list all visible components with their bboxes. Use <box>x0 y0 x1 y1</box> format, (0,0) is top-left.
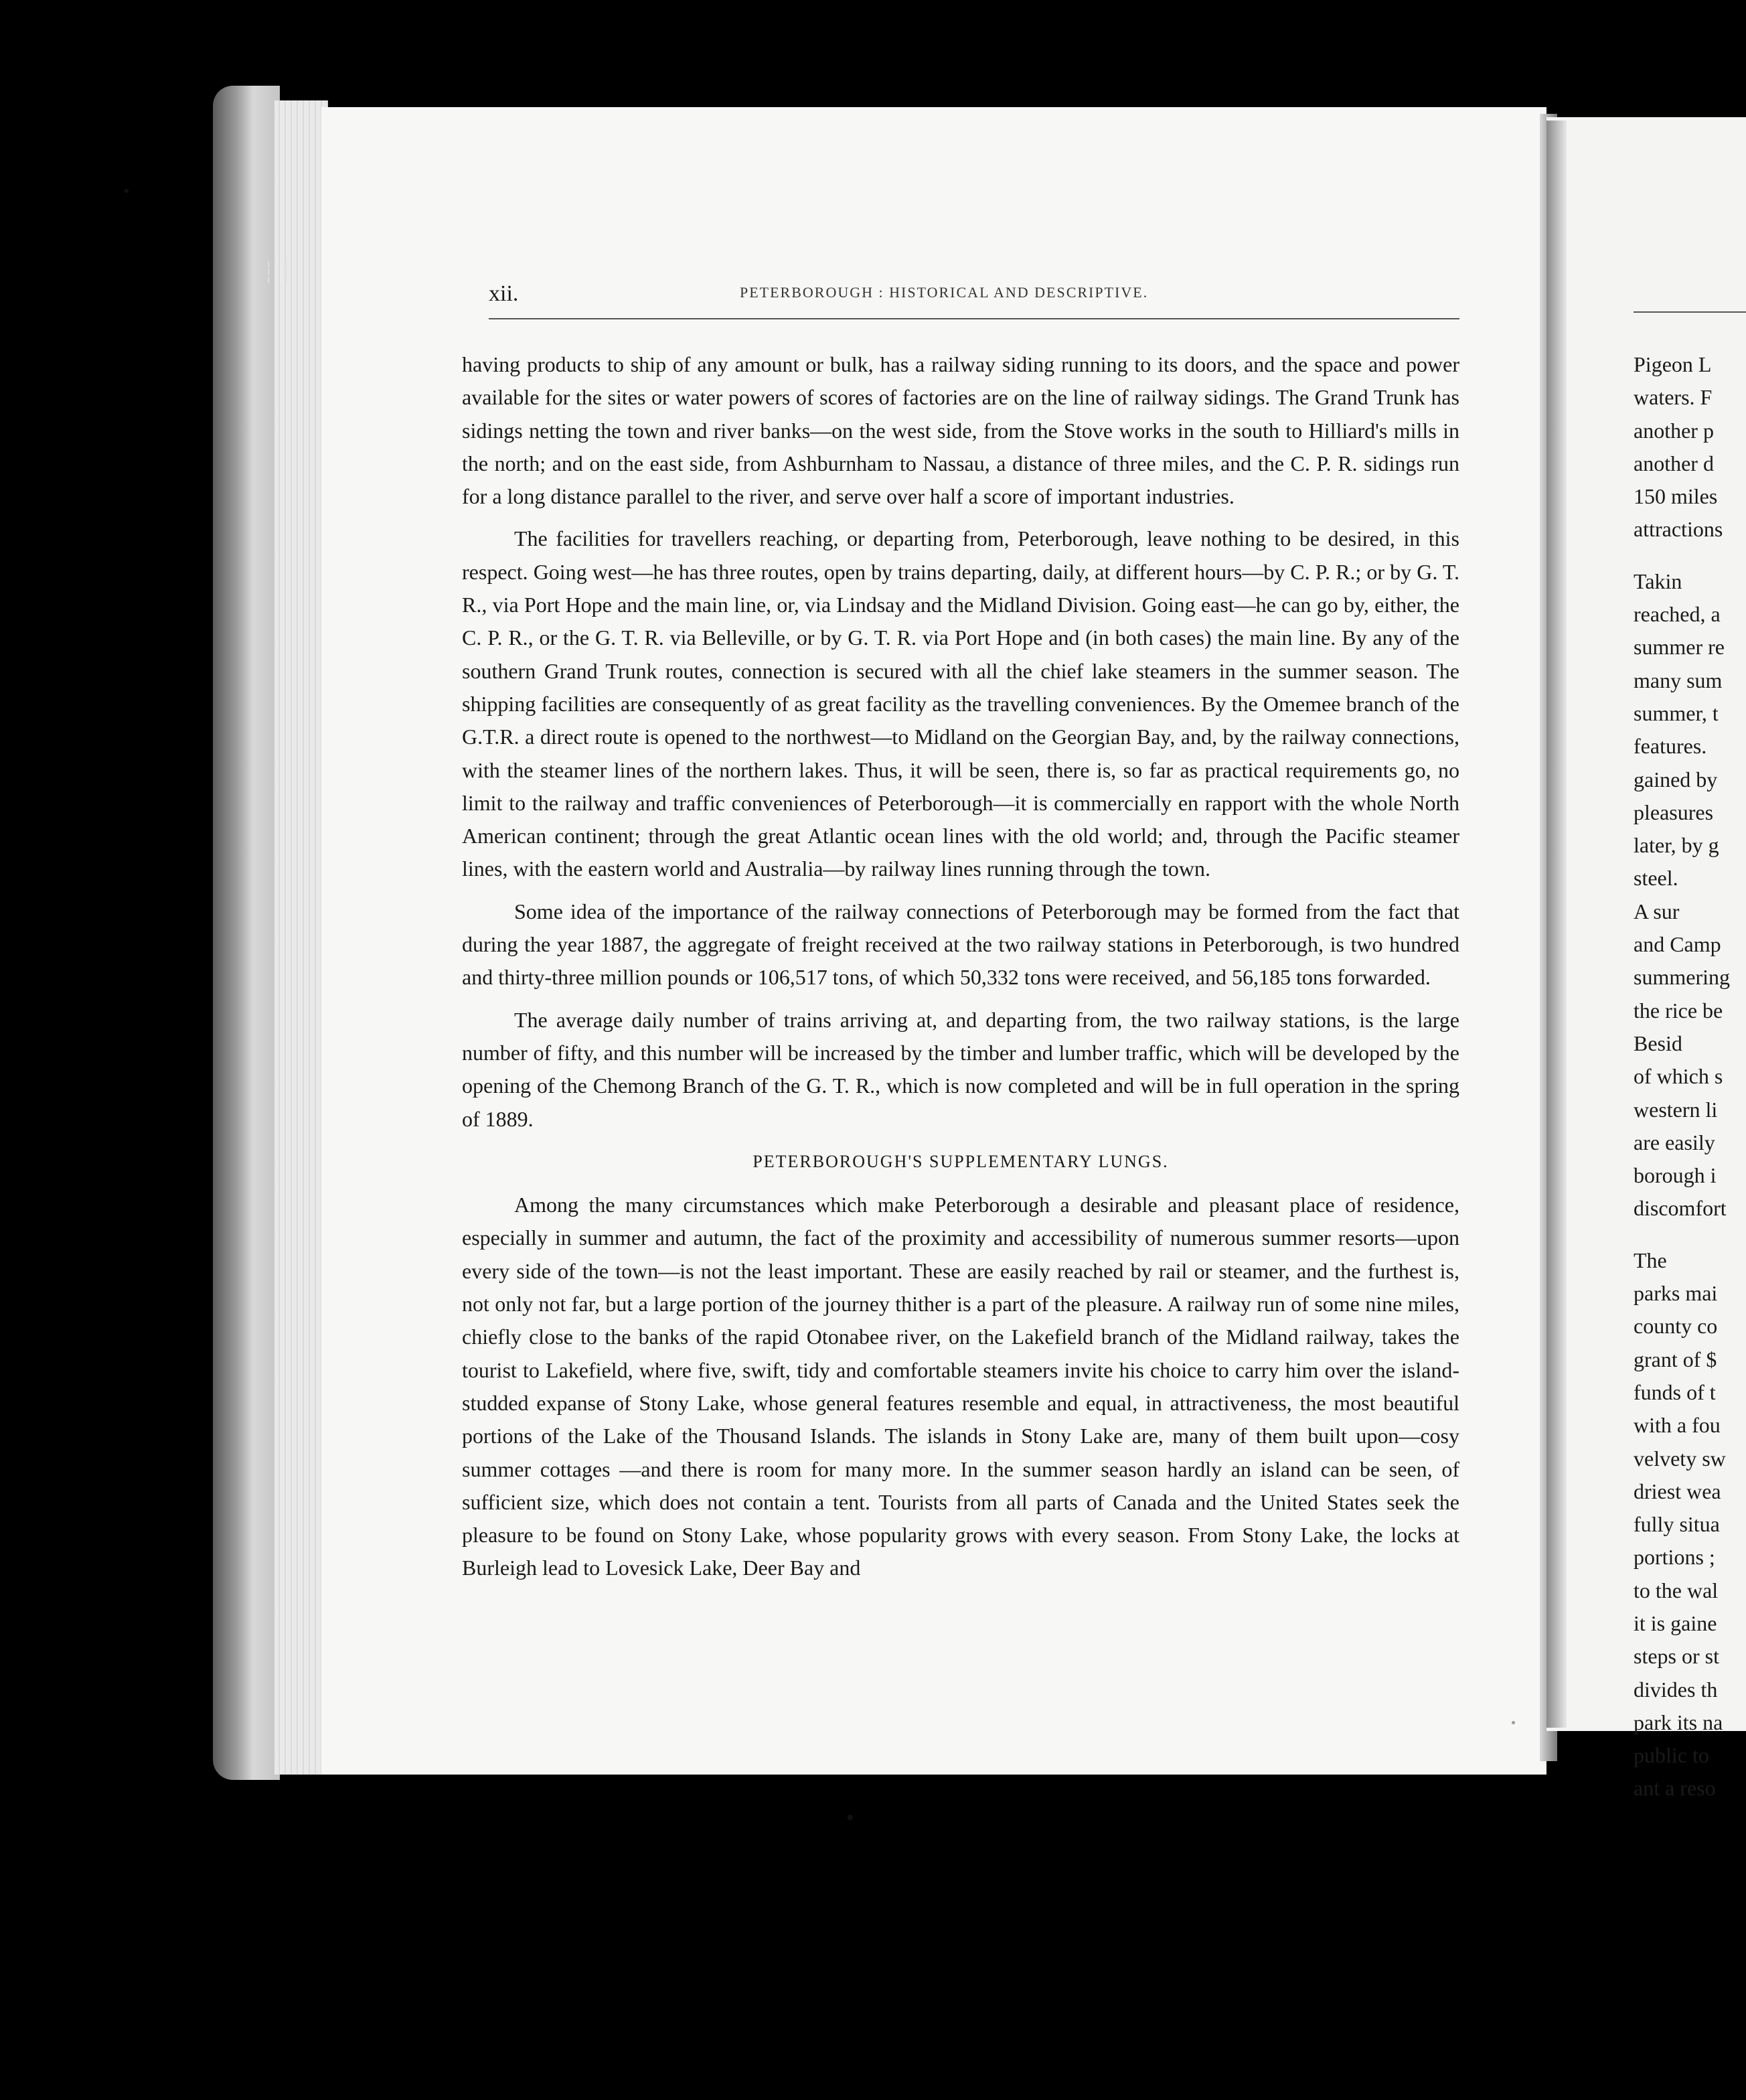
right-page-line: grant of $ <box>1634 1347 1717 1371</box>
right-page-line: Besid <box>1634 1031 1682 1055</box>
paragraph: The average daily number of trains arriving at, and departing from, the two railway stations, is the large number of fifty, and this number will be increased by the timber and lumber traffic, which will be developed by the opening of the Chemong Branch of the G. T. R., which is now completed and will be in full operation in the spring of 1889. <box>462 1007 1459 1131</box>
right-page-line: Pigeon L <box>1634 352 1712 376</box>
right-gutter <box>1546 121 1567 1728</box>
right-page-line: Takin <box>1634 569 1682 593</box>
book-spine <box>213 86 280 1780</box>
speck <box>848 1815 853 1820</box>
right-page-line: steps or st <box>1634 1644 1719 1669</box>
right-page-line: parks mai <box>1634 1281 1718 1306</box>
page-edges <box>274 100 328 1775</box>
right-page-line: summer, t <box>1634 700 1719 725</box>
right-page-line: of which s <box>1634 1064 1723 1089</box>
right-page-line: funds of t <box>1634 1379 1716 1404</box>
right-page-line: ant a reso <box>1634 1776 1716 1801</box>
speck <box>1512 1721 1515 1724</box>
page-header <box>489 281 1459 308</box>
right-page-line: the rice be <box>1634 998 1723 1023</box>
right-page-rule <box>1634 311 1746 313</box>
right-page-line: to the wal <box>1634 1578 1719 1602</box>
right-page-line: park its na <box>1634 1710 1723 1734</box>
right-page-line: many sum <box>1634 668 1723 692</box>
right-page-line <box>1634 546 1746 565</box>
right-page-line: pleasures <box>1634 800 1714 824</box>
right-page-line: borough i <box>1634 1163 1717 1188</box>
right-page-line <box>1634 1225 1746 1244</box>
right-page-line: A sur <box>1634 899 1680 923</box>
right-page-line: summer re <box>1634 635 1725 660</box>
right-page-line: western li <box>1634 1097 1718 1122</box>
right-page-line: summering <box>1634 965 1730 990</box>
right-page-line: reached, a <box>1634 602 1721 627</box>
right-page-line: 150 miles <box>1634 484 1718 509</box>
body-text <box>462 348 1459 1687</box>
right-page-line: county co <box>1634 1314 1718 1339</box>
paragraph: Among the many circumstances which make Peterborough a desirable and pleasant place of residence, especially in summer and autumn, the fact of the proximity and accessibility of numerous summer resorts—upon every side of the town—is not the least important. These are easily reached by rail or steamer, and the furthest is, not only not far, but a large portion of the journey thither is a part of the pleasure. A railway run of some nine miles, chiefly close to the banks of the rapid Otonabee river, on the Lakefield branch of the Midland railway, takes the tourist to Lakefield, where five, swift, tidy and comfortable steamers invite his choice to carry him over the island-studded expanse of Stony Lake, whose general features resemble and equal, in attractiveness, the most beautiful portions of the Lake of the Thousand Islands. The islands in Stony Lake are, many of them built upon—cosy summer cottages —and there is room for many more. In the summer season hardly an island can be seen, of sufficient size, which does not contain a tent. Tourists from all parts of Canada and the United States seek the pleasure to be found on Stony Lake, whose popularity grows with every season. From Stony Lake, the locks at Burleigh lead to Lovesick Lake, Deer Bay and <box>462 1193 1459 1580</box>
section-title: PETERBOROUGH'S SUPPLEMENTARY LUNGS. <box>752 1151 1169 1171</box>
right-page-line: velvety sw <box>1634 1446 1726 1471</box>
paragraph: Some idea of the importance of the railway connections of Peterborough may be formed from the fact that during the year 1887, the aggregate of freight received at the two railway stations in Peterborough, is two hundred and thirty-three million pounds or 106,517 tons, of which 50,332 tons were received, and 56,185 tons forwarded. <box>462 899 1459 990</box>
right-page-line: are easily <box>1634 1130 1715 1154</box>
right-page-line: attractions <box>1634 517 1723 542</box>
page-number: xii. <box>489 281 519 306</box>
right-page-line: public to <box>1634 1743 1709 1768</box>
header-rule <box>489 318 1459 319</box>
right-page-line: with a fou <box>1634 1413 1721 1438</box>
running-head: PETERBOROUGH : HISTORICAL AND DESCRIPTIVE. <box>740 284 1149 301</box>
right-page-line: it is gaine <box>1634 1610 1717 1635</box>
right-page-line: another d <box>1634 451 1714 475</box>
right-page-line: features. <box>1634 734 1707 759</box>
right-page-line: another p <box>1634 418 1714 443</box>
right-page-line: discomfort <box>1634 1196 1727 1221</box>
right-page-line: later, by g <box>1634 833 1719 858</box>
right-page-line: and Camp <box>1634 932 1721 957</box>
right-page-line: driest wea <box>1634 1479 1721 1503</box>
right-page-line: waters. F <box>1634 385 1713 410</box>
right-page-line: fully situa <box>1634 1512 1720 1537</box>
right-page-text <box>1634 348 1746 1805</box>
right-page-line: steel. <box>1634 866 1678 891</box>
paragraph: The facilities for travellers reaching, or departing from, Peterborough, leave nothing to be desired, in this respect. Going west—he has three routes, open by trains departing, daily, at different hours—by C. P. R.; or by G. T. R., via Port Hope and the main line, or, via Lindsay and the Midland Division. Going east—he can go by, either, the C. P. R., or the G. T. R. via Belleville, or by G. T. R. via Port Hope and (in both cases) the main line. By any of the southern Grand Trunk routes, connection is secured with all the chief lake steamers in the summer season. The shipping facilities are consequently of as great facility as the travelling conveniences. By the Omemee branch of the G.T.R. a direct route is opened to the northwest—to Midland on the Georgian Bay, and, by the railway connections, with the steamer lines of the northern lakes. Thus, it will be seen, there is, so far as practical requirements go, no limit to the railway and traffic conveniences of Peterborough—it is commercially en rapport with the whole North American continent; through the great Atlantic ocean lines with the old world; and, through the Pacific steamer lines, with the eastern world and Australia—by railway lines running through the town. <box>462 526 1459 881</box>
paragraph: having products to ship of any amount or bulk, has a railway siding running to its doors, and the space and power available for the sites or water powers of scores of factories are on the line of railway sidings. The Grand Trunk has sidings netting the town and river banks—on the west side, from the Stove works in the south to Hilliard's mills in the north; and on the east side, from Ashburnham to Nassau, a distance of three miles, and the C. P. R. sidings run for a long distance parallel to the river, and serve over half a score of important industries. <box>462 352 1459 509</box>
right-page-line: divides th <box>1634 1677 1718 1702</box>
right-page-line: The <box>1634 1248 1667 1272</box>
right-page-line: gained by <box>1634 767 1718 792</box>
speck <box>125 189 129 193</box>
margin-marks: ┆ ┆ <box>262 262 292 284</box>
right-page-line: portions ; <box>1634 1545 1715 1570</box>
